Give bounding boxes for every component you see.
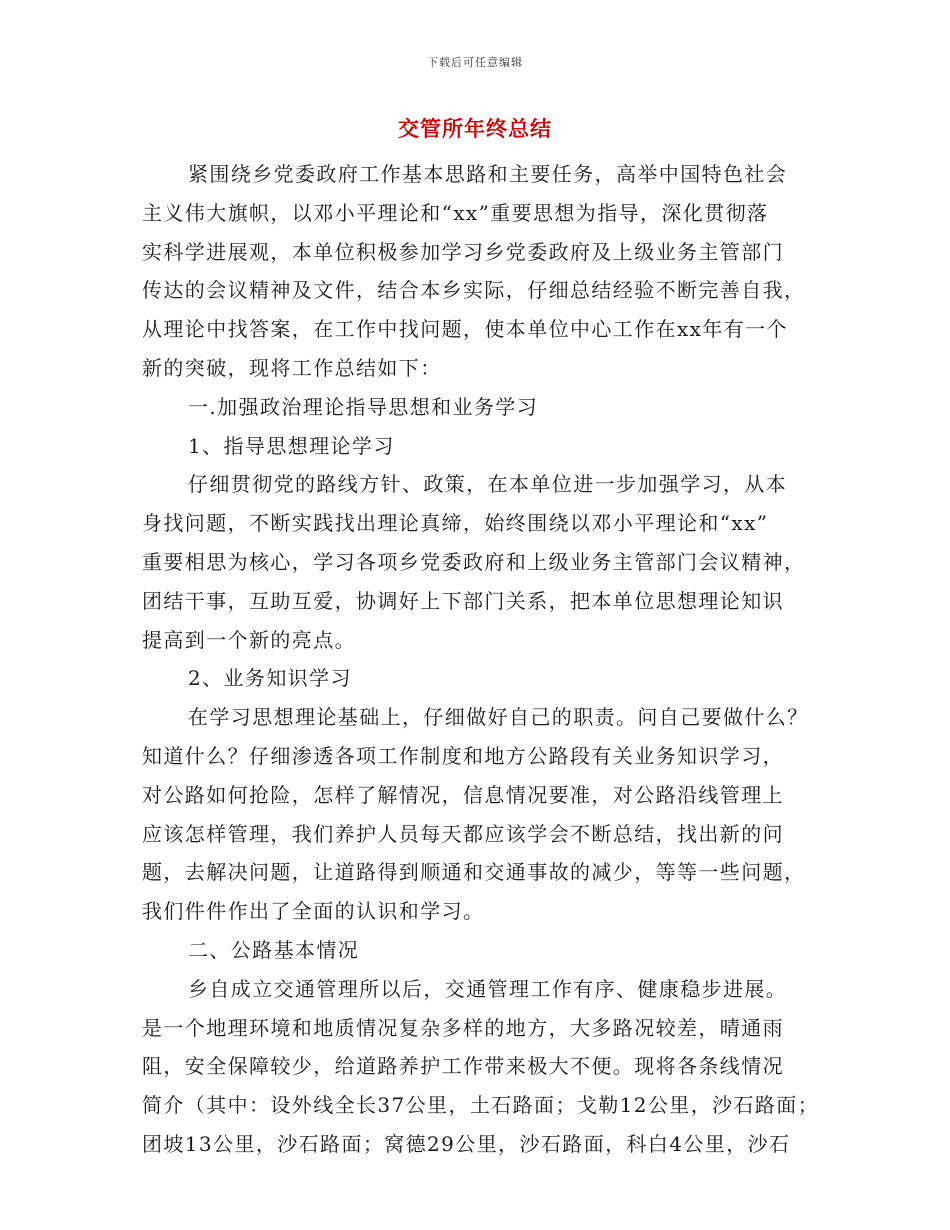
body-line: 仔细贯彻党的路线方针、政策，在本单位进一步加强学习，从本: [188, 472, 788, 497]
body-line: 实科学进展观，本单位积极参加学习乡党委政府及上级业务主管部门: [142, 239, 784, 264]
body-line: 紧围绕乡党委政府工作基本思路和主要任务，高举中国特色社会: [188, 162, 788, 186]
body-line: 团坡13公里，沙石路面；窝德29公里，沙石路面，科白4公里，沙石: [142, 1131, 791, 1156]
section-heading: 一.加强政治理论指导思想和业务学习: [188, 394, 539, 419]
body-line: 简介（其中：设外线全长37公里，土石路面；戈勒12公里，沙石路面；: [142, 1093, 820, 1118]
body-line: 主义伟大旗帜，以邓小平理论和“xx”重要思想为指导，深化贯彻落: [142, 200, 769, 225]
body-line: 题，去解决问题，让道路得到顺通和交通事故的减少，等等一些问题，: [142, 860, 806, 885]
section-heading: 二、公路基本情况: [188, 937, 360, 962]
body-line: 对公路如何抢险，怎样了解情况，信息情况要准，对公路沿线管理上: [142, 782, 784, 807]
body-line: 乡自成立交通管理所以后，交通管理工作有序、健康稳步进展。: [188, 976, 788, 1001]
body-line: 重要相思为核心，学习各项乡党委政府和上级业务主管部门会议精神，: [142, 549, 806, 574]
body-line: 我们件件作出了全面的认识和学习。: [142, 899, 485, 924]
body-line: 应该怎样管理，我们养护人员每天都应该学会不断总结，找出新的问: [142, 821, 784, 846]
body-line: 身找问题，不断实践找出理论真缔，始终围绕以邓小平理论和“xx”: [142, 511, 769, 536]
body-line: 是一个地理环境和地质情况复杂多样的地方，大多路况较差，晴通雨: [142, 1015, 784, 1040]
document-body: [142, 155, 822, 1164]
subsection-heading: 1、指导思想理论学习: [188, 433, 395, 458]
body-line: 提高到一个新的亮点。: [142, 627, 356, 652]
body-line: 团结干事，互助互爱，协调好上下部门关系，把本单位思想理论知识: [142, 588, 784, 613]
subsection-heading: 2、业务知识学习: [188, 666, 352, 691]
body-line: 从理论中找答案，在工作中找问题，使本单位中心工作在xx年有一个: [142, 317, 788, 342]
body-line: 新的突破，现将工作总结如下：: [142, 355, 442, 380]
body-line: 在学习思想理论基础上，仔细做好自己的职责。问自己要做什么？: [188, 705, 809, 730]
body-line: 知道什么？仔细渗透各项工作制度和地方公路段有关业务知识学习，: [142, 743, 784, 768]
document-title: 交管所年终总结: [398, 117, 552, 141]
header-note: 下载后可任意编辑: [427, 56, 523, 69]
body-line: 传达的会议精神及文件，结合本乡实际，仔细总结经验不断完善自我，: [142, 278, 806, 303]
body-line: 阻，安全保障较少，给道路养护工作带来极大不便。现将各条线情况: [142, 1054, 784, 1079]
